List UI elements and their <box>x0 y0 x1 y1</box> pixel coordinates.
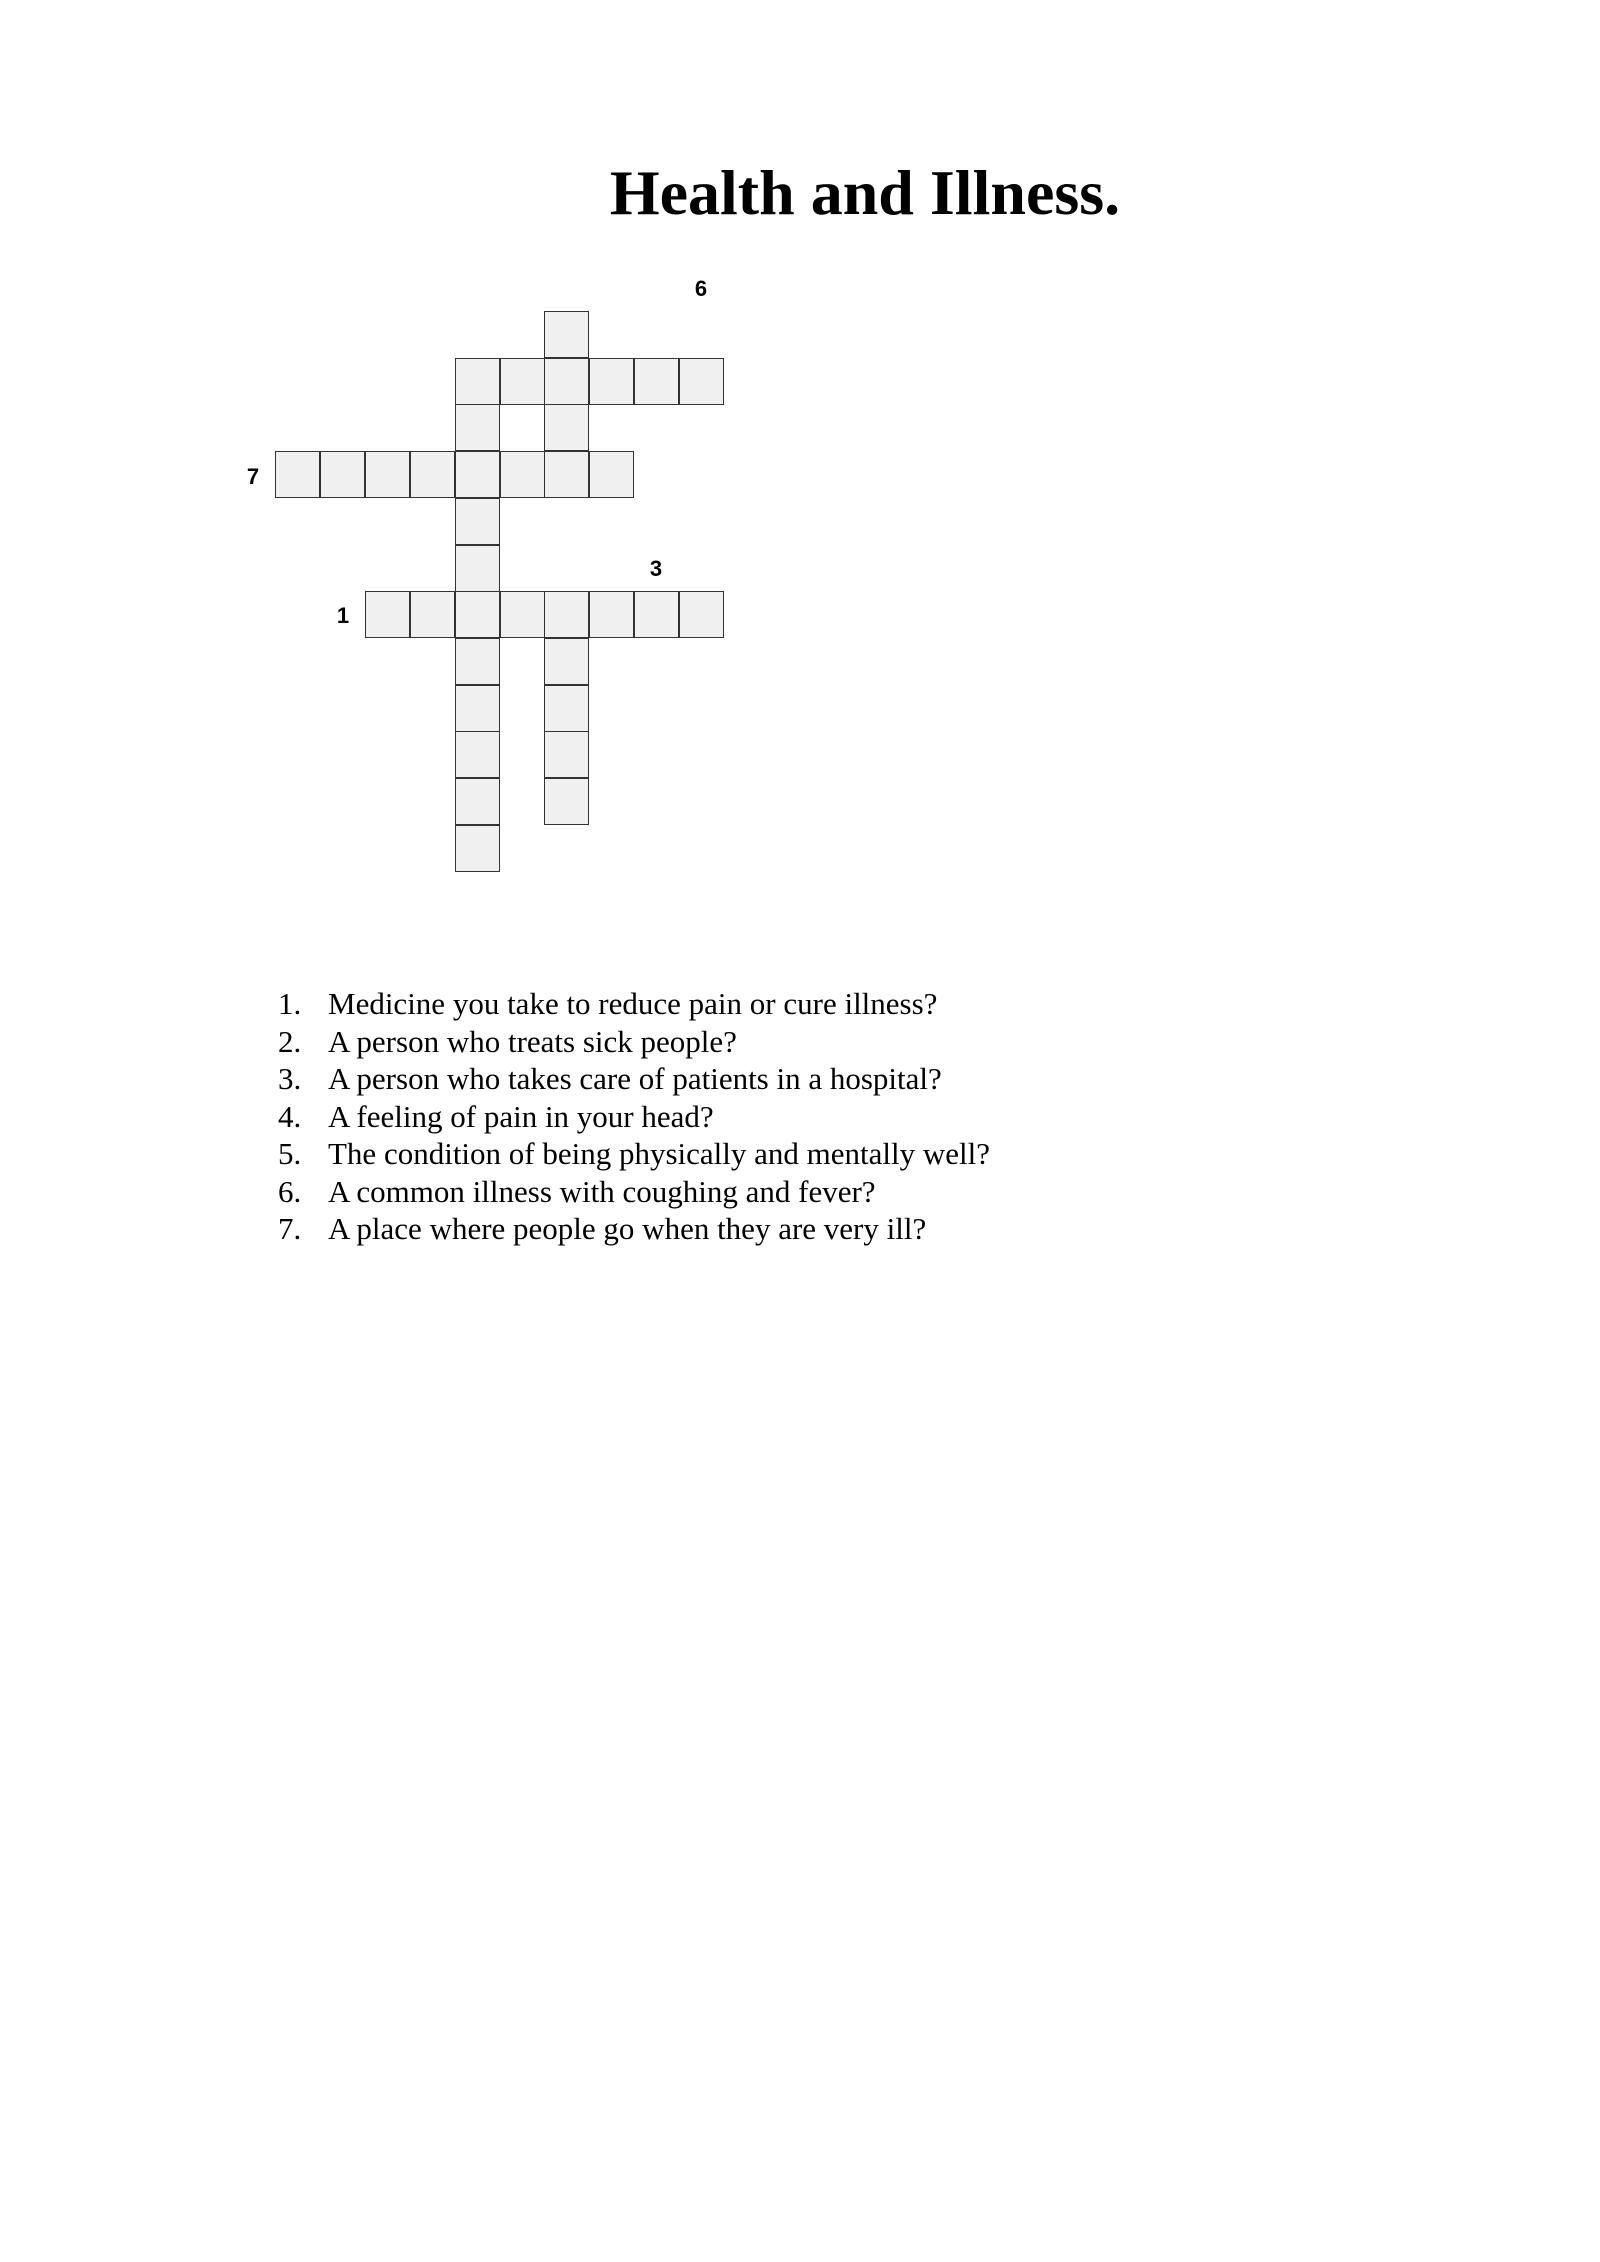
crossword-cell[interactable] <box>275 451 320 498</box>
clue-number: 1. <box>278 986 302 1021</box>
crossword-cell[interactable] <box>410 451 455 498</box>
crossword-cell[interactable] <box>320 451 365 498</box>
crossword-cell[interactable] <box>634 358 679 405</box>
crossword-cell[interactable] <box>544 311 589 358</box>
crossword-cell[interactable] <box>500 591 545 638</box>
crossword-cell[interactable] <box>544 358 589 405</box>
crossword-cell[interactable] <box>589 358 634 405</box>
crossword-cell[interactable] <box>544 638 589 685</box>
clue-item-4 <box>270 1098 990 1136</box>
grid-number-1: 1 <box>336 603 350 628</box>
crossword-cell[interactable] <box>365 451 410 498</box>
clue-item-2 <box>270 1023 990 1061</box>
crossword-cell[interactable] <box>500 451 545 498</box>
crossword-cell[interactable] <box>455 731 500 778</box>
crossword-cell[interactable] <box>410 591 455 638</box>
clue-text: A place where people go when they are very ill? <box>328 1211 927 1246</box>
clue-item-3 <box>270 1060 990 1098</box>
crossword-cell[interactable] <box>455 638 500 685</box>
crossword-cell[interactable] <box>544 685 589 732</box>
clue-number: 5. <box>278 1136 302 1171</box>
crossword-cell[interactable] <box>455 591 500 638</box>
crossword-cell[interactable] <box>679 591 724 638</box>
crossword-cell[interactable] <box>455 404 500 451</box>
clue-text: A person who takes care of patients in a hospital? <box>328 1061 942 1096</box>
clue-text: A feeling of pain in your head? <box>328 1098 714 1134</box>
clue-text: Medicine you take to reduce pain or cure illness? <box>328 986 938 1021</box>
crossword-cell[interactable] <box>365 591 410 638</box>
clue-number: 7. <box>278 1211 302 1246</box>
crossword-cell[interactable] <box>455 498 500 545</box>
clue-item-7 <box>270 1210 990 1248</box>
clue-text: The condition of being physically and mentally well? <box>328 1136 991 1171</box>
crossword-cell[interactable] <box>544 591 589 638</box>
clue-item-1 <box>270 985 990 1023</box>
clue-number: 4. <box>278 1098 302 1134</box>
grid-number-6: 6 <box>694 276 708 301</box>
grid-number-7: 7 <box>246 464 260 489</box>
crossword-cell[interactable] <box>455 825 500 872</box>
clue-list <box>270 985 990 1248</box>
crossword-cell[interactable] <box>544 778 589 825</box>
crossword-cell[interactable] <box>455 545 500 592</box>
crossword-cell[interactable] <box>679 358 724 405</box>
page-title: Health and Illness. <box>609 157 1121 228</box>
crossword-cell[interactable] <box>634 591 679 638</box>
grid-number-3: 3 <box>649 556 663 581</box>
crossword-grid <box>0 0 1600 1000</box>
crossword-cell[interactable] <box>455 451 500 498</box>
clue-item-6 <box>270 1173 990 1211</box>
crossword-cell[interactable] <box>544 731 589 778</box>
crossword-cell[interactable] <box>500 358 545 405</box>
clue-text: A common illness with coughing and fever? <box>328 1173 876 1209</box>
clue-number: 3. <box>278 1061 302 1096</box>
crossword-cell[interactable] <box>544 404 589 451</box>
crossword-cell[interactable] <box>589 591 634 638</box>
crossword-cell[interactable] <box>455 685 500 732</box>
crossword-cell[interactable] <box>455 358 500 405</box>
clue-item-5 <box>270 1135 990 1173</box>
clue-number: 2. <box>278 1023 302 1059</box>
crossword-cell[interactable] <box>455 778 500 825</box>
clue-text: A person who treats sick people? <box>328 1023 737 1059</box>
crossword-cell[interactable] <box>589 451 634 498</box>
crossword-cell[interactable] <box>544 451 589 498</box>
clue-number: 6. <box>278 1173 302 1209</box>
